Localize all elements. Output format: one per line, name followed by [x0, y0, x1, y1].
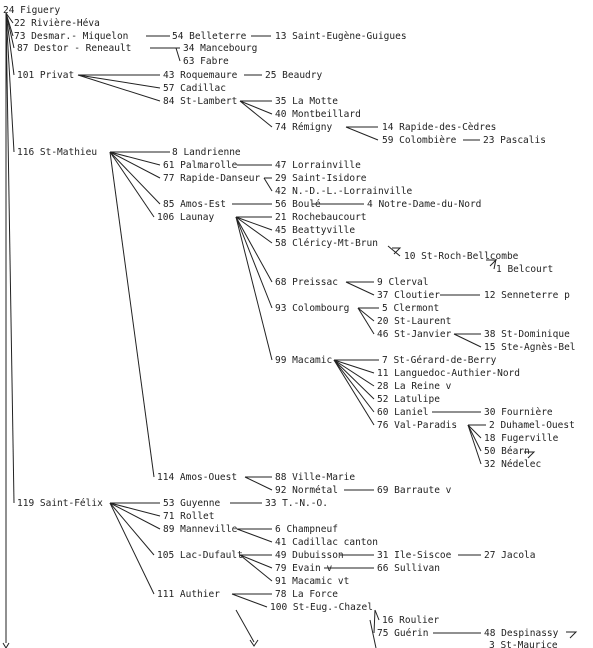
node-label-n76: 76 Val-Paradis: [377, 420, 458, 431]
node-label-n84: 84 St-Lambert: [163, 96, 238, 107]
node-label-n13: 13 Saint-Eugène-Guigues: [275, 31, 407, 42]
node-label-n61: 61 Palmarolle: [163, 160, 238, 171]
node-label-n68: 68 Preissac: [275, 277, 338, 288]
node-label-n116: 116 St-Mathieu: [17, 147, 98, 158]
node-label-n20: 20 St-Laurent: [377, 316, 452, 327]
node-label-n47: 47 Lorrainville: [275, 160, 361, 171]
node-label-n8: 8 Landrienne: [172, 147, 241, 158]
node-label-n4: 4 Notre-Dame-du-Nord: [367, 199, 482, 210]
node-label-n32: 32 Nédelec: [484, 459, 542, 470]
node-label-n48: 48 Despinassy: [484, 628, 559, 639]
node-label-n1: 1 Belcourt: [496, 264, 554, 275]
node-label-n50: 50 Béarn: [484, 446, 530, 457]
node-label-n77: 77 Rapide-Danseur: [163, 173, 261, 184]
node-label-n99: 99 Macamic: [275, 355, 333, 366]
node-label-n60: 60 Laniel: [377, 407, 429, 418]
node-label-n74: 74 Rémigny: [275, 122, 333, 133]
node-label-n21: 21 Rochebaucourt: [275, 212, 367, 223]
node-label-n89: 89 Manneville: [163, 524, 238, 535]
node-label-n30: 30 Fournière: [484, 407, 553, 418]
node-label-n119: 119 Saint-Félix: [17, 498, 103, 509]
node-label-n53: 53 Guyenne: [163, 498, 221, 509]
node-label-n29: 29 Saint-Isidore: [275, 173, 367, 184]
node-label-n41: 41 Cadillac canton: [275, 537, 378, 548]
node-label-n79: 79 Evain v: [275, 563, 333, 574]
node-label-n16: 16 Roulier: [382, 615, 440, 626]
node-label-n71: 71 Rollet: [163, 511, 215, 522]
node-label-n66: 66 Sullivan: [377, 563, 440, 574]
node-label-n69: 69 Barraute v: [377, 485, 452, 496]
node-label-n14: 14 Rapide-des-Cèdres: [382, 122, 497, 133]
node-label-n35: 35 La Motte: [275, 96, 338, 107]
node-label-n11: 11 Languedoc-Authier-Nord: [377, 368, 520, 379]
node-label-n73: 73 Desmar.- Miquelon: [14, 31, 129, 42]
node-label-n2: 2 Duhamel-Ouest: [489, 420, 575, 431]
node-label-n42: 42 N.-D.-L.-Lorrainville: [275, 186, 413, 197]
node-label-n38: 38 St-Dominique: [484, 329, 570, 340]
node-label-n52: 52 Latulipe: [377, 394, 440, 405]
node-label-n40: 40 Montbeillard: [275, 109, 361, 120]
node-label-n85: 85 Amos-Est: [163, 199, 226, 210]
node-label-n7: 7 St-Gérard-de-Berry: [382, 355, 497, 366]
node-label-n46: 46 St-Janvier: [377, 329, 452, 340]
node-label-n5: 5 Clermont: [382, 303, 440, 314]
node-label-n15: 15 Ste-Agnès-Bel: [484, 342, 576, 353]
node-label-n114: 114 Amos-Ouest: [157, 472, 238, 483]
node-label-n91: 91 Macamic vt: [275, 576, 350, 587]
node-label-n88: 88 Ville-Marie: [275, 472, 356, 483]
node-label-n37: 37 Cloutier: [377, 290, 440, 301]
node-label-n43: 43 Roquemaure: [163, 70, 238, 81]
node-label-n92: 92 Normétal: [275, 485, 338, 496]
node-label-n23: 23 Pascalis: [483, 135, 546, 146]
node-label-n25: 25 Beaudry: [265, 70, 323, 81]
node-label-n45: 45 Beattyville: [275, 225, 356, 236]
node-label-n75: 75 Guérin: [377, 628, 429, 639]
node-label-n10: 10 St-Roch-Bellcombe: [404, 251, 519, 262]
node-label-n22: 22 Rivière-Héva: [14, 18, 100, 29]
node-labels: [3, 5, 576, 648]
node-label-n49: 49 Dubuisson: [275, 550, 344, 561]
node-label-n33: 33 T.-N.-O.: [265, 498, 328, 509]
node-label-n111: 111 Authier: [157, 589, 220, 600]
node-label-n9: 9 Clerval: [377, 277, 429, 288]
node-label-n93: 93 Colombourg: [275, 303, 350, 314]
node-label-n31: 31 Ile-Siscoe: [377, 550, 452, 561]
node-label-n28: 28 La Reine v: [377, 381, 452, 392]
node-label-n59: 59 Colombière: [382, 135, 457, 146]
node-label-n12: 12 Senneterre p: [484, 290, 570, 301]
node-label-n27: 27 Jacola: [484, 550, 536, 561]
node-label-n34: 34 Mancebourg: [183, 43, 258, 54]
node-label-n63: 63 Fabre: [183, 56, 229, 67]
node-label-n54: 54 Belleterre: [172, 31, 247, 42]
node-label-n100: 100 St-Eug.-Chazel: [270, 602, 373, 613]
node-label-n57: 57 Cadillac: [163, 83, 226, 94]
node-label-n105: 105 Lac-Dufault: [157, 550, 243, 561]
node-label-n18: 18 Fugerville: [484, 433, 559, 444]
node-label-n3: 3 St-Maurice: [489, 640, 558, 648]
node-label-n6: 6 Champneuf: [275, 524, 338, 535]
node-label-n58: 58 Cléricy-Mt-Brun: [275, 238, 378, 249]
node-label-n56: 56 Boulé: [275, 199, 321, 210]
node-label-n24: 24 Figuery: [3, 5, 61, 16]
node-label-n78: 78 La Force: [275, 589, 338, 600]
node-label-n106: 106 Launay: [157, 212, 215, 223]
node-label-n101: 101 Privat: [17, 70, 75, 81]
node-label-n87: 87 Destor - Reneault: [17, 43, 132, 54]
